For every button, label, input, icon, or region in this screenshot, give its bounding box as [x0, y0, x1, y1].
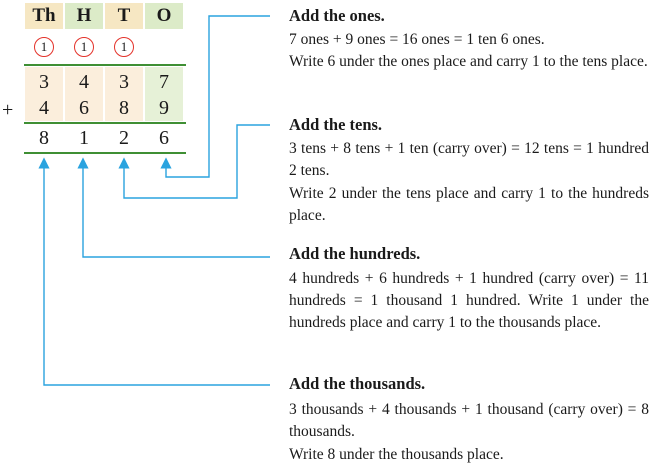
- top-rule: [24, 64, 186, 66]
- step-ones-line-1: 7 ones + 9 ones = 16 ones = 1 ten 6 ones.: [289, 31, 545, 48]
- step-hundreds-heading: Add the hundreds.: [289, 244, 421, 263]
- sum-tens: 2: [119, 127, 129, 149]
- step-tens-line-1: 3 tens + 8 tens + 1 ten (carry over) = 12 tens = 1 hundred 2 tens.: [289, 140, 649, 179]
- step-thousands-line-2: Write 8 under the thousands place.: [289, 446, 504, 463]
- addend1-tens: 3: [119, 71, 129, 93]
- sum-hundreds: 1: [79, 127, 89, 149]
- carry-tens: 1: [114, 37, 134, 57]
- plus-sign: +: [2, 99, 14, 121]
- carry-thousands: 1: [34, 37, 54, 57]
- step-thousands-heading: Add the thousands.: [289, 374, 426, 393]
- step-thousands-line-1: 3 thousands + 4 thousands + 1 thousand (carry over) = 8 thousands.: [289, 401, 649, 440]
- step-hundreds-line-1: 4 hundreds + 6 hundreds + 1 hundred (carry over) = 11 hundreds = 1 thousand 1 hundred. Write 1 under the hundreds place and carry 1 to the thousands place.: [289, 270, 649, 331]
- addend2-hundreds: 6: [79, 97, 89, 119]
- addend1-hundreds: 4: [79, 71, 89, 93]
- step-tens-line-2: Write 2 under the tens place and carry 1 to the hundreds place.: [289, 185, 649, 224]
- addend2-thousands: 4: [39, 97, 49, 119]
- addend2-tens: 8: [119, 97, 129, 119]
- step-ones-line-2: Write 6 under the ones place and carry 1 to the tens place.: [289, 53, 648, 70]
- sum-ones: 6: [159, 127, 169, 149]
- header-hundreds: H: [65, 3, 103, 29]
- carry-hundreds: 1: [74, 37, 94, 57]
- addend1-ones: 7: [159, 71, 169, 93]
- thousands-arrow: [44, 163, 270, 385]
- sum-rule-bottom: [24, 152, 186, 154]
- header-tens: T: [105, 3, 143, 29]
- addend2-ones: 9: [159, 97, 169, 119]
- addend1-thousands: 3: [39, 71, 49, 93]
- sum-rule-top: [24, 122, 186, 124]
- tens-arrow: [124, 125, 270, 198]
- header-thousands: Th: [25, 3, 63, 29]
- sum-thousands: 8: [39, 127, 49, 149]
- step-tens-heading: Add the tens.: [289, 115, 383, 134]
- step-ones-heading: Add the ones.: [289, 6, 385, 25]
- header-ones: O: [145, 3, 183, 29]
